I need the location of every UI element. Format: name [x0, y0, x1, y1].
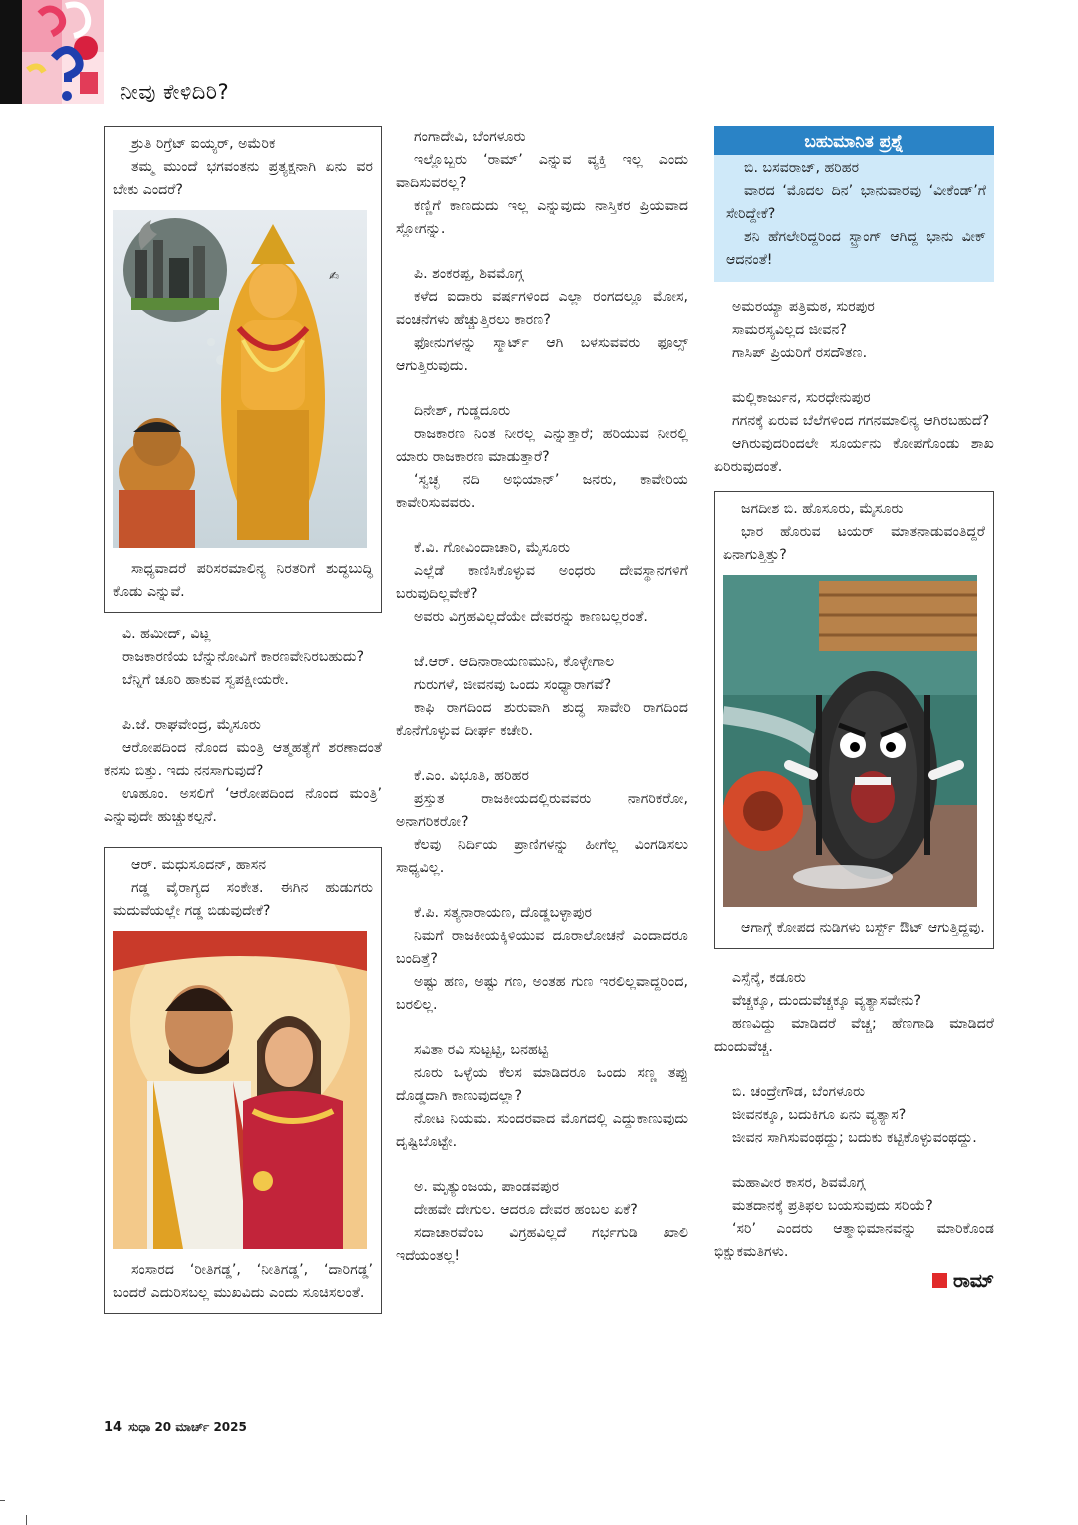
- questioner-name: ಜೆ.ಆರ್. ಆದಿನಾರಾಯಣಮುನಿ, ಕೊಳ್ಳೇಗಾಲ: [414, 654, 615, 670]
- answer-text: ಗಾಸಿಪ್ ಪ್ರಿಯರಿಗೆ ರಸದೌತಣ.: [732, 345, 868, 361]
- red-square-icon: [932, 1273, 947, 1288]
- question-text: ಆರೋಪದಿಂದ ನೊಂದ ಮಂತ್ರಿ ಆತ್ಮಹತ್ಯೆಗೆ ಶರಣಾದಂತೆ ಕನಸು ಬಿತ್ತು. ಇದು ನನಸಾಗುವುದೆ?: [104, 740, 382, 779]
- qa-item: [714, 387, 994, 479]
- question-text: ರಾಜಕಾರಣಿಯ ಬೆನ್ನುನೋವಿಗೆ ಕಾರಣವೇನಿರಬಹುದು?: [122, 649, 365, 665]
- illustrated-question-box-3: [714, 491, 994, 949]
- questioner-name: ಆರ್. ಮಧುಸೂದನ್, ಹಾಸನ: [131, 857, 267, 873]
- questioner-name: ಕೆ.ಎಂ. ವಿಭೂತಿ, ಹರಿಹರ: [414, 768, 529, 784]
- questioner-name: ಸವಿತಾ ರವಿ ಸುಟ್ಟಟ್ಟಿ, ಬನಹಟ್ಟಿ: [414, 1042, 549, 1058]
- publication-info: ಸುಧಾ 20 ಮಾರ್ಚ್ 2025: [128, 1420, 247, 1434]
- question-text: ಕಳೆದ ಐದಾರು ವರ್ಷಗಳಿಂದ ಎಲ್ಲಾ ರಂಗದಲ್ಲೂ ಮೋಸ, ವಂಚನೆಗಳು ಹೆಚ್ಚುತ್ತಿರಲು ಕಾರಣ?: [396, 289, 688, 328]
- illustrated-question-box-2: [104, 847, 382, 1314]
- qa-item: [714, 1172, 994, 1264]
- answer-text: ಸಾಧ್ಯವಾದರೆ ಪರಿಸರಮಾಲಿನ್ಯ ನಿರತರಿಗೆ ಶುದ್ಧಬುದ್ಧಿ ಕೊಡು ಎನ್ನುವೆ.: [113, 561, 373, 600]
- column-3: [714, 126, 994, 1293]
- question-text: ಗಡ್ಡ ವೈರಾಗ್ಯದ ಸಂಕೇತ. ಈಗಿನ ಹುಡುಗರು ಮದುವೆಯಲ್ಲೇ ಗಡ್ಡ ಬಿಡುವುದೇಕೆ?: [113, 880, 373, 919]
- qa-item: [104, 623, 382, 692]
- column-2: [396, 126, 688, 1290]
- section-title: ನೀವು ಕೇಳಿದಿರಿ?: [120, 80, 230, 104]
- award-title: ಬಹುಮಾನಿತ ಪ್ರಶ್ನೆ: [714, 129, 994, 155]
- question-text: ವೆಚ್ಚಕ್ಕೂ, ದುಂದುವೆಚ್ಚಕ್ಕೂ ವ್ಯತ್ಯಾಸವೇನು?: [732, 993, 922, 1009]
- illustrated-question-box-1: [104, 126, 382, 613]
- questioner-name: ಬಿ. ಬಸವರಾಜ್, ಹರಿಹರ: [744, 160, 860, 176]
- questioner-name: ವಿ. ಹಮೀದ್, ವಿಟ್ಲ: [122, 626, 211, 642]
- page-footer: [104, 1420, 247, 1435]
- questioner-name: ಜಗದೀಶ ಬಿ. ಹೊಸೂರು, ಮೈಸೂರು: [741, 501, 904, 517]
- answer-text: ಜೀವನ ಸಾಗಿಸುವಂಥದ್ದು; ಬದುಕು ಕಟ್ಟಿಕೊಳ್ಳುವಂಥದ್ದು.: [732, 1130, 977, 1146]
- questioner-name: ಮಲ್ಲಿಕಾರ್ಜುನ, ಸುರಧೇನುಪುರ: [732, 390, 871, 406]
- questioner-name: ಎಸ್ಸೆನ್ಕೆ, ಕಡೂರು: [732, 970, 806, 986]
- question-text: ಪ್ರಸ್ತುತ ರಾಜಕೀಯದಲ್ಲಿರುವವರು ನಾಗರಿಕರೋ, ಅನಾಗರಿಕರೋ?: [396, 791, 688, 830]
- crop-mark: [26, 1515, 27, 1525]
- qa-item: [396, 1039, 688, 1154]
- qa-item: [396, 263, 688, 378]
- answer-text: ‘ಸ್ವಚ್ಛ ನದಿ ಅಭಿಯಾನ್’ ಜನರು, ಕಾವೇರಿಯ ಕಾವೇರಿಸುವವರು.: [396, 472, 688, 511]
- questioner-name: ಅಮರಯ್ಯಾ ಪತ್ರಿಮಠ, ಸುರಪುರ: [732, 299, 875, 315]
- qa-item: [396, 902, 688, 1017]
- answer-text: ‘ಸರಿ’ ಎಂದರು ಆತ್ಮಾಭಿಮಾನವನ್ನು ಮಾರಿಕೊಂಡ ಭಿಕ್ಷುಕಮತಿಗಳು.: [714, 1221, 994, 1260]
- crop-mark: [0, 1500, 5, 1501]
- question-text: ಮತದಾನಕ್ಕೆ ಪ್ರತಿಫಲ ಬಯಸುವುದು ಸರಿಯೆ?: [732, 1198, 933, 1214]
- award-question-box: [714, 126, 994, 282]
- answer-text: ಸದಾಚಾರವೆಂಬ ವಿಗ್ರಹವಿಲ್ಲದೆ ಗರ್ಭಗುಡಿ ಖಾಲಿ ಇದೆಯಂತಲ್ಲ!: [396, 1225, 688, 1264]
- answer-text: ಕಾಫಿ ರಾಗದಿಂದ ಶುರುವಾಗಿ ಶುದ್ಧ ಸಾವೇರಿ ರಾಗದಿಂದ ಕೊನೆಗೊಳ್ಳುವ ದೀರ್ಘ ಕಚೇರಿ.: [396, 700, 688, 739]
- qa-item: [104, 714, 382, 829]
- question-text: ತಮ್ಮ ಮುಂದೆ ಭಗವಂತನು ಪ್ರತ್ಯಕ್ಷನಾಗಿ ಏನು ವರ ಬೇಕು ಎಂದರೆ?: [113, 159, 373, 198]
- talking-tyre-illustration: [723, 575, 977, 907]
- question-text: ಭಾರ ಹೊರುವ ಟಯರ್ ಮಾತನಾಡುವಂತಿದ್ದರೆ ಏನಾಗುತ್ತಿತ್ತು?: [723, 524, 985, 563]
- question-text: ವಾರದ ‘ಮೊದಲ ದಿನ’ ಭಾನುವಾರವು ‘ವೀಕೆಂಡ್’ಗೆ ಸೇರಿದ್ದೇಕೆ?: [726, 183, 986, 222]
- question-text: ರಾಜಕಾರಣ ನಿಂತ ನೀರಲ್ಲ ಎನ್ನುತ್ತಾರೆ; ಹರಿಯುವ ನೀರಲ್ಲಿ ಯಾರು ರಾಜಕಾರಣ ಮಾಡುತ್ತಾರೆ?: [396, 426, 688, 465]
- answer-text: ಊಹೂಂ. ಅಸಲಿಗೆ ‘ಆರೋಪದಿಂದ ನೊಂದ ಮಂತ್ರಿ’ ಎನ್ನುವುದೇ ಹುಚ್ಚುಕಲ್ಪನೆ.: [104, 786, 382, 825]
- questioner-name: ದಿನೇಶ್, ಗುಡ್ಡದೂರು: [414, 403, 511, 419]
- qa-item: [396, 400, 688, 515]
- question-text: ಜೀವನಕ್ಕೂ, ಬದುಕಿಗೂ ಏನು ವ್ಯತ್ಯಾಸ?: [732, 1107, 907, 1123]
- qa-item: [396, 126, 688, 241]
- question-text: ನಿಮಗೆ ರಾಜಕೀಯಕ್ಕಿಳಿಯುವ ದೂರಾಲೋಚನೆ ಎಂದಾದರೂ ಬಂದಿತ್ತೆ?: [396, 928, 688, 967]
- answer-text: ಶನಿ ಹೆಗಲೇರಿದ್ದರಿಂದ ಸ್ಟ್ರಾಂಗ್ ಆಗಿದ್ದ ಭಾನು ವೀಕ್ ಆದನಂತೆ!: [726, 229, 986, 268]
- questioner-name: ಕೆ.ವಿ. ಗೋವಿಂದಾಚಾರಿ, ಮೈಸೂರು: [414, 540, 570, 556]
- answer-text: ಸಂಸಾರದ ‘ರೀತಿಗಡ್ಡ’, ‘ನೀತಿಗಡ್ಡ’, ‘ದಾರಿಗಡ್ಡ’ ಬಂದರೆ ಎದುರಿಸಬಲ್ಲ ಮುಖವಿದು ಎಂದು ಸೂಚಿಸಲಂತೆ.: [113, 1262, 373, 1301]
- column-1: [104, 126, 382, 1314]
- questioner-name: ಪಿ.ಜೆ. ರಾಘವೇಂದ್ರ, ಮೈಸೂರು: [122, 717, 261, 733]
- answer-text: ಆಗಿರುವುದರಿಂದಲೇ ಸೂರ್ಯನು ಕೋಪಗೊಂಡು ಶಾಖ ಏರಿರುವುದಂತೆ.: [714, 436, 994, 475]
- answer-text: ನೋಟ ನಿಯಮ. ಸುಂದರವಾದ ಮೊಗದಲ್ಲಿ ಎದ್ದುಕಾಣುವುದು ದೃಷ್ಟಿಬೊಟ್ಟೇ.: [396, 1111, 688, 1150]
- qa-item: [714, 296, 994, 365]
- question-text: ಎಲ್ಲೆಡೆ ಕಾಣಿಸಿಕೊಳ್ಳುವ ಅಂಧರು ದೇವಸ್ಥಾನಗಳಿಗೆ ಬರುವುದಿಲ್ಲವೇಕೆ?: [396, 563, 688, 602]
- qa-item: [396, 765, 688, 880]
- answer-text: ಅವರು ವಿಗ್ರಹವಿಲ್ಲದೆಯೇ ದೇವರನ್ನು ಕಾಣಬಲ್ಲರಂತೆ.: [414, 609, 648, 625]
- qa-item: [714, 967, 994, 1059]
- answer-text: ಬೆನ್ನಿಗೆ ಚೂರಿ ಹಾಕುವ ಸ್ವಪಕ್ಷೀಯರೇ.: [122, 672, 289, 688]
- artist-mark: ✍: [329, 269, 340, 283]
- author-name: ರಾಮ್: [953, 1270, 994, 1292]
- question-mark-logo-icon: [22, 0, 104, 104]
- deity-illustration: [113, 210, 367, 548]
- answer-text: ಕೆಲವು ನಿರ್ದಿಯ ಪ್ರಾಣಿಗಳನ್ನು ಹೀಗೆಲ್ಲ ವಿಂಗಡಿಸಲು ಸಾಧ್ಯವಿಲ್ಲ.: [396, 837, 688, 876]
- questioner-name: ಅ. ಮೃತ್ಯುಂಜಯ, ಪಾಂಡವಪುರ: [414, 1179, 560, 1195]
- questioner-name: ಶ್ರುತಿ ರಿಗ್ರೆಟ್ ಐಯ್ಯರ್, ಅಮೆರಿಕ: [131, 136, 276, 152]
- questioner-name: ಬಿ. ಚಂದ್ರೇಗೌಡ, ಬೆಂಗಳೂರು: [732, 1084, 865, 1100]
- answer-text: ಕಣ್ಣಿಗೆ ಕಾಣದುದು ಇಲ್ಲ ಎನ್ನುವುದು ನಾಸ್ತಿಕರ ಪ್ರಿಯವಾದ ಸ್ಲೋಗನ್ನು.: [396, 198, 688, 237]
- answer-text: ಫೋನುಗಳನ್ನು ಸ್ಮಾರ್ಟ್ ಆಗಿ ಬಳಸುವವರು ಫೂಲ್ಸ್ ಆಗುತ್ತಿರುವುದು.: [396, 335, 688, 374]
- qa-item: [714, 1081, 994, 1150]
- questioner-name: ಕೆ.ಪಿ. ಸತ್ಯನಾರಾಯಣ, ದೊಡ್ಡಬಳ್ಳಾಪುರ: [414, 905, 592, 921]
- question-text: ಗಗನಕ್ಕೆ ಏರುವ ಬೆಲೆಗಳಿಂದ ಗಗನಮಾಲಿನ್ಯ ಆಗಿರಬಹುದೆ?: [732, 413, 990, 429]
- answer-text: ಆಗಾಗ್ಗೆ ಕೋಪದ ನುಡಿಗಳು ಬರ್ಸ್ಟ್ ಔಟ್ ಆಗುತ್ತಿದ್ದವು.: [741, 920, 985, 936]
- answer-text: ಅಷ್ಟು ಹಣ, ಅಷ್ಟು ಗಣ, ಅಂತಹ ಗುಣ ಇರಲಿಲ್ಲವಾದ್ದರಿಂದ, ಬರಲಿಲ್ಲ.: [396, 974, 688, 1013]
- qa-item: [396, 651, 688, 743]
- corner-black-block: [0, 0, 24, 104]
- answer-text: ಹಣವಿದ್ದು ಮಾಡಿದರೆ ವೆಚ್ಚ; ಹೆಣಗಾಡಿ ಮಾಡಿದರೆ ದುಂದುವೆಚ್ಚ.: [714, 1016, 994, 1055]
- page-number: 14: [104, 1420, 123, 1435]
- questioner-name: ಮಹಾವೀರ ಕಾಸರ, ಶಿವಮೊಗ್ಗ: [732, 1175, 866, 1191]
- questioner-name: ಪಿ. ಶಂಕರಪ್ಪ, ಶಿವಮೊಗ್ಗ: [414, 266, 524, 282]
- question-text: ಗುರುಗಳೆ, ಜೀವನವು ಒಂದು ಸಂಧ್ಯಾರಾಗವೆ?: [414, 677, 612, 693]
- author-signature: [714, 1270, 994, 1293]
- question-text: ನೂರು ಒಳ್ಳೆಯ ಕೆಲಸ ಮಾಡಿದರೂ ಒಂದು ಸಣ್ಣ ತಪ್ಪು ದೊಡ್ಡದಾಗಿ ಕಾಣುವುದಲ್ಲಾ?: [396, 1065, 688, 1104]
- questioner-name: ಗಂಗಾದೇವಿ, ಬೆಂಗಳೂರು: [414, 129, 526, 145]
- question-text: ಇಲ್ಲೊಬ್ಬರು ‘ರಾಮ್’ ಎನ್ನುವ ವ್ಯಕ್ತಿ ಇಲ್ಲ ಎಂದು ವಾದಿಸುವರಲ್ಲ?: [396, 152, 688, 191]
- qa-item: [396, 537, 688, 629]
- couple-illustration: [113, 931, 367, 1249]
- question-text: ದೇಹವೇ ದೇಗುಲ. ಆದರೂ ದೇವರ ಹಂಬಲ ಏಕೆ?: [414, 1202, 638, 1218]
- question-text: ಸಾಮರಸ್ಯವಿಲ್ಲದ ಜೀವನ?: [732, 322, 847, 338]
- qa-item: [396, 1176, 688, 1268]
